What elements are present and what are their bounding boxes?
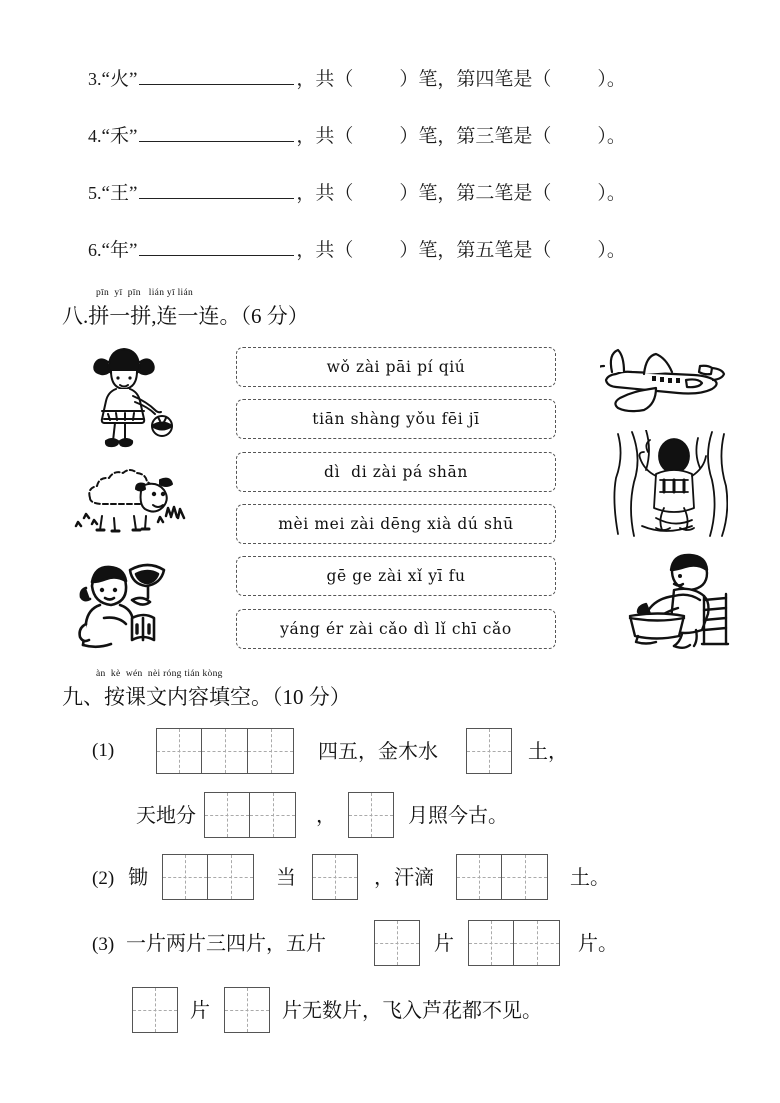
question-1-text-d: 月照今古。 xyxy=(408,805,508,827)
question-2-text-b: 当 xyxy=(276,867,296,889)
pinyin-sentence-box[interactable] xyxy=(236,399,556,439)
nth-stroke-prompt: ）笔，第四笔是（ xyxy=(399,69,552,90)
target-character: 年 xyxy=(109,240,129,261)
nth-stroke-prompt: ）笔，第三笔是（ xyxy=(399,126,552,147)
quote-close: ” xyxy=(128,126,138,147)
section-eight-title: 八.拼一拼,连一连。（6 分） xyxy=(62,304,309,328)
quote-open: “ xyxy=(101,183,110,204)
pinyin-sentence-box[interactable] xyxy=(236,609,556,649)
question-number: 3. xyxy=(88,69,102,89)
character-grid-cell[interactable] xyxy=(132,987,178,1033)
answer-grid-group[interactable] xyxy=(204,792,296,838)
target-character: 王 xyxy=(109,183,129,204)
pinyin-sentence-box[interactable] xyxy=(236,556,556,596)
pinyin-sentence-text: tiān shàng yǒu fēi jī xyxy=(312,410,480,428)
line-end: ）。 xyxy=(597,126,626,147)
stroke-question-row xyxy=(88,64,708,94)
question-1-comma: ， xyxy=(316,805,336,827)
girl-reading-under-lamp-illustration xyxy=(70,558,200,658)
answer-grid-group[interactable] xyxy=(224,987,270,1033)
line-end: ）。 xyxy=(597,240,626,261)
answer-grid-group[interactable] xyxy=(468,920,560,966)
line-end: ）。 xyxy=(597,69,626,90)
pinyin-sentence-text: dì di zài pá shān xyxy=(324,463,468,481)
pinyin-sentence-box[interactable] xyxy=(236,452,556,492)
question-3-text-e: 片无数片，飞入芦花都不见。 xyxy=(282,1000,542,1022)
character-grid-cell[interactable] xyxy=(208,854,254,900)
total-strokes-prompt: ，共（ xyxy=(296,69,354,90)
quote-close: ” xyxy=(128,183,138,204)
character-grid-cell[interactable] xyxy=(224,987,270,1033)
question-number: 6. xyxy=(88,240,102,260)
stroke-order-blank[interactable] xyxy=(139,126,294,142)
target-character: 火 xyxy=(109,69,129,90)
answer-grid-group[interactable] xyxy=(348,792,394,838)
character-grid-cell[interactable] xyxy=(502,854,548,900)
character-grid-cell[interactable] xyxy=(468,920,514,966)
quote-open: “ xyxy=(101,126,110,147)
question-2-text-d: 土。 xyxy=(570,867,610,889)
person-climbing-mountain-illustration xyxy=(612,430,728,538)
answer-grid-group[interactable] xyxy=(466,728,512,774)
pinyin-sentence-box[interactable] xyxy=(236,504,556,544)
stroke-question-row xyxy=(88,121,708,151)
section-eight-pinyin: pīn yī pīn lián yī lián xyxy=(96,288,194,298)
character-grid-cell[interactable] xyxy=(456,854,502,900)
stroke-question-row xyxy=(88,235,708,265)
stroke-order-blank[interactable] xyxy=(139,240,294,256)
girl-bouncing-ball-illustration xyxy=(78,340,196,450)
pinyin-sentence-box[interactable] xyxy=(236,347,556,387)
character-grid-cell[interactable] xyxy=(162,854,208,900)
character-grid-cell[interactable] xyxy=(348,792,394,838)
character-grid-cell[interactable] xyxy=(248,728,294,774)
character-grid-cell[interactable] xyxy=(514,920,560,966)
answer-grid-group[interactable] xyxy=(456,854,548,900)
question-3-text-b: 片 xyxy=(434,933,454,955)
question-number: 4. xyxy=(88,126,102,146)
pinyin-sentence-text: yáng ér zài cǎo dì lǐ chī cǎo xyxy=(280,620,512,638)
quote-close: ” xyxy=(128,240,138,261)
quote-open: “ xyxy=(101,69,110,90)
question-3-text-d: 片 xyxy=(190,1000,210,1022)
character-grid-cell[interactable] xyxy=(250,792,296,838)
character-grid-cell[interactable] xyxy=(204,792,250,838)
nth-stroke-prompt: ）笔，第五笔是（ xyxy=(399,240,552,261)
section-eight-heading xyxy=(62,288,722,334)
question-3-text-c: 片。 xyxy=(578,933,618,955)
question-2-text-a: 锄 xyxy=(128,867,148,889)
pinyin-sentence-text: wǒ zài pāi pí qiú xyxy=(326,358,466,376)
pinyin-sentence-text: gē ge zài xǐ yī fu xyxy=(326,567,466,585)
question-number: 5. xyxy=(88,183,102,203)
section-nine-pinyin: àn kè wén nèi róng tián kòng xyxy=(96,669,223,679)
target-character: 禾 xyxy=(109,126,129,147)
answer-grid-group[interactable] xyxy=(132,987,178,1033)
character-grid-cell[interactable] xyxy=(156,728,202,774)
quote-close: ” xyxy=(128,69,138,90)
stroke-question-row xyxy=(88,178,708,208)
nth-stroke-prompt: ）笔，第二笔是（ xyxy=(399,183,552,204)
question-label-3: (3) xyxy=(92,934,115,955)
airplane-flying-illustration xyxy=(600,340,730,418)
character-grid-cell[interactable] xyxy=(466,728,512,774)
pinyin-sentence-text: mèi mei zài dēng xià dú shū xyxy=(278,515,514,533)
answer-grid-group[interactable] xyxy=(162,854,254,900)
question-1-text-a: 四五，金木水 xyxy=(318,741,438,763)
section-nine-title: 九、按课文内容填空。（10 分） xyxy=(62,685,351,709)
character-grid-cell[interactable] xyxy=(202,728,248,774)
answer-grid-group[interactable] xyxy=(312,854,358,900)
line-end: ）。 xyxy=(597,183,626,204)
total-strokes-prompt: ，共（ xyxy=(296,240,354,261)
question-3-text-a: 一片两片三四片，五片 xyxy=(126,933,326,955)
question-1-text-c: 天地分 xyxy=(136,805,196,827)
character-grid-cell[interactable] xyxy=(312,854,358,900)
boy-washing-clothes-illustration xyxy=(608,550,732,650)
question-2-text-c: ，汗滴 xyxy=(374,867,434,889)
question-label-2: (2) xyxy=(92,868,115,889)
answer-grid-group[interactable] xyxy=(156,728,294,774)
sheep-eating-grass-illustration xyxy=(70,460,200,540)
answer-grid-group[interactable] xyxy=(374,920,420,966)
quote-open: “ xyxy=(101,240,110,261)
question-1-text-b: 土， xyxy=(528,741,568,763)
stroke-order-blank[interactable] xyxy=(139,183,294,199)
question-label-1: (1) xyxy=(92,740,115,761)
total-strokes-prompt: ，共（ xyxy=(296,126,354,147)
section-nine-heading xyxy=(62,669,722,715)
total-strokes-prompt: ，共（ xyxy=(296,183,354,204)
character-grid-cell[interactable] xyxy=(374,920,420,966)
stroke-order-blank[interactable] xyxy=(139,69,294,85)
